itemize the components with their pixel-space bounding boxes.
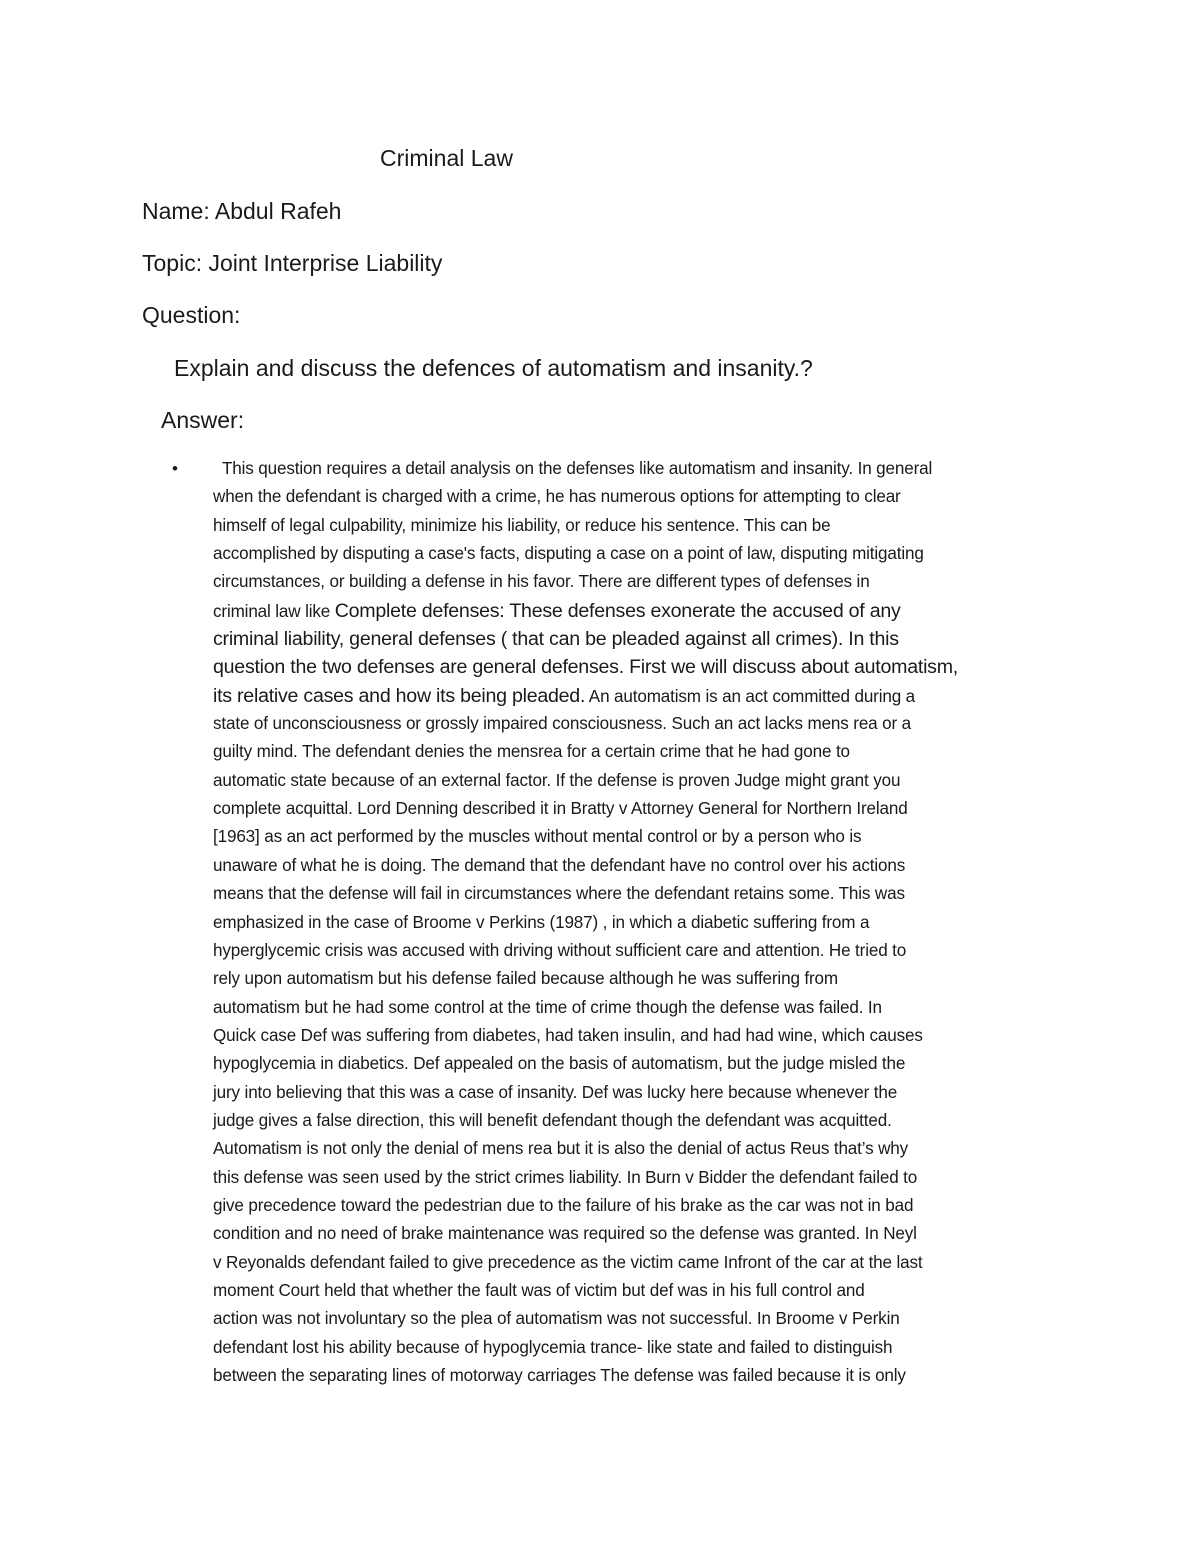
- answer-line: complete acquittal. Lord Denning described it in Bratty v Attorney General for Northern Ireland: [213, 799, 908, 819]
- answer-line-large: criminal liability, general defenses ( that can be pleaded against all crimes). In this: [213, 628, 899, 651]
- bullet-icon: •: [172, 459, 178, 478]
- answer-line: rely upon automatism but his defense failed because although he was suffering from: [213, 969, 838, 989]
- answer-line: circumstances, or building a defense in his favor. There are different types of defenses in: [213, 572, 870, 592]
- answer-label: Answer:: [161, 407, 245, 433]
- answer-line: Automatism is not only the denial of mens rea but it is also the denial of actus Reus that’s why: [213, 1139, 909, 1159]
- answer-line: moment Court held that whether the fault was of victim but def was in his full control and: [213, 1280, 865, 1300]
- answer-line: between the separating lines of motorway carriages The defense was failed because it is only: [213, 1366, 906, 1385]
- question-label: Question:: [142, 302, 241, 328]
- answer-line: hypoglycemia in diabetics. Def appealed on the basis of automatism, but the judge misled the: [213, 1054, 906, 1074]
- answer-line: judge gives a false direction, this will benefit defendant though the defendant was acquitted.: [213, 1110, 892, 1130]
- answer-line-mixed: [213, 597, 1063, 625]
- answer-line: when the defendant is charged with a crime, he has numerous options for attempting to clear: [213, 487, 901, 507]
- answer-line: himself of legal culpability, minimize his liability, or reduce his sentence. This can be: [213, 515, 831, 535]
- answer-line: action was not involuntary so the plea of automatism was not successful. In Broome v Perkin: [213, 1309, 900, 1329]
- answer-line-mixed: [213, 682, 1063, 710]
- answer-line: this defense was seen used by the strict crimes liability. In Burn v Bidder the defendant failed to: [213, 1167, 918, 1187]
- answer-line: automatism but he had some control at the time of crime though the defense was failed. In: [213, 997, 882, 1017]
- answer-line: emphasized in the case of Broome v Perkins (1987) , in which a diabetic suffering from a: [213, 912, 870, 932]
- answer-line: means that the defense will fail in circumstances where the defendant retains some. This was: [213, 884, 905, 904]
- answer-line: hyperglycemic crisis was accused with driving without sufficient care and attention. He tried to: [213, 940, 907, 960]
- answer-line: v Reyonalds defendant failed to give precedence as the victim came Infront of the car at the last: [213, 1252, 923, 1272]
- answer-line: automatic state because of an external factor. If the defense is proven Judge might grant you: [213, 770, 901, 790]
- answer-line: defendant lost his ability because of hypoglycemia trance- like state and failed to distinguish: [213, 1337, 893, 1357]
- answer-line: give precedence toward the pedestrian due to the failure of his brake as the car was not in bad: [213, 1195, 914, 1215]
- answer-line: state of unconsciousness or grossly impaired consciousness. Such an act lacks mens rea or a: [213, 714, 911, 734]
- answer-paragraph: [213, 455, 1063, 1390]
- answer-line-large: question the two defenses are general defenses. First we will discuss about automatism,: [213, 656, 958, 679]
- author-name-line: Name: Abdul Rafeh: [142, 198, 342, 224]
- answer-line: guilty mind. The defendant denies the mensrea for a certain crime that he had gone to: [213, 742, 850, 762]
- answer-line-segment: An automatism is an act committed during a: [585, 686, 916, 706]
- answer-line: This question requires a detail analysis on the defenses like automatism and insanity. In general: [222, 459, 933, 478]
- answer-line: condition and no need of brake maintenance was required so the defense was granted. In Neyl: [213, 1224, 917, 1244]
- answer-line-segment-large: its relative cases and how its being pleaded.: [213, 684, 586, 707]
- topic-line: Topic: Joint Interprise Liability: [142, 250, 443, 276]
- answer-line-segment-large: Complete defenses: These defenses exonerate the accused of any: [334, 599, 901, 622]
- answer-line: [1963] as an act performed by the muscles without mental control or by a person who is: [213, 827, 862, 847]
- answer-line: Quick case Def was suffering from diabetes, had taken insulin, and had had wine, which causes: [213, 1025, 923, 1045]
- answer-line-segment: criminal law like: [213, 601, 335, 621]
- document-title: Criminal Law: [380, 145, 513, 171]
- question-text: Explain and discuss the defences of automatism and insanity.?: [174, 355, 813, 381]
- answer-line: jury into believing that this was a case of insanity. Def was lucky here because whenever the: [213, 1082, 898, 1102]
- answer-line: unaware of what he is doing. The demand that the defendant have no control over his actions: [213, 855, 906, 875]
- answer-line: accomplished by disputing a case's facts, disputing a case on a point of law, disputing mitigating: [213, 544, 924, 564]
